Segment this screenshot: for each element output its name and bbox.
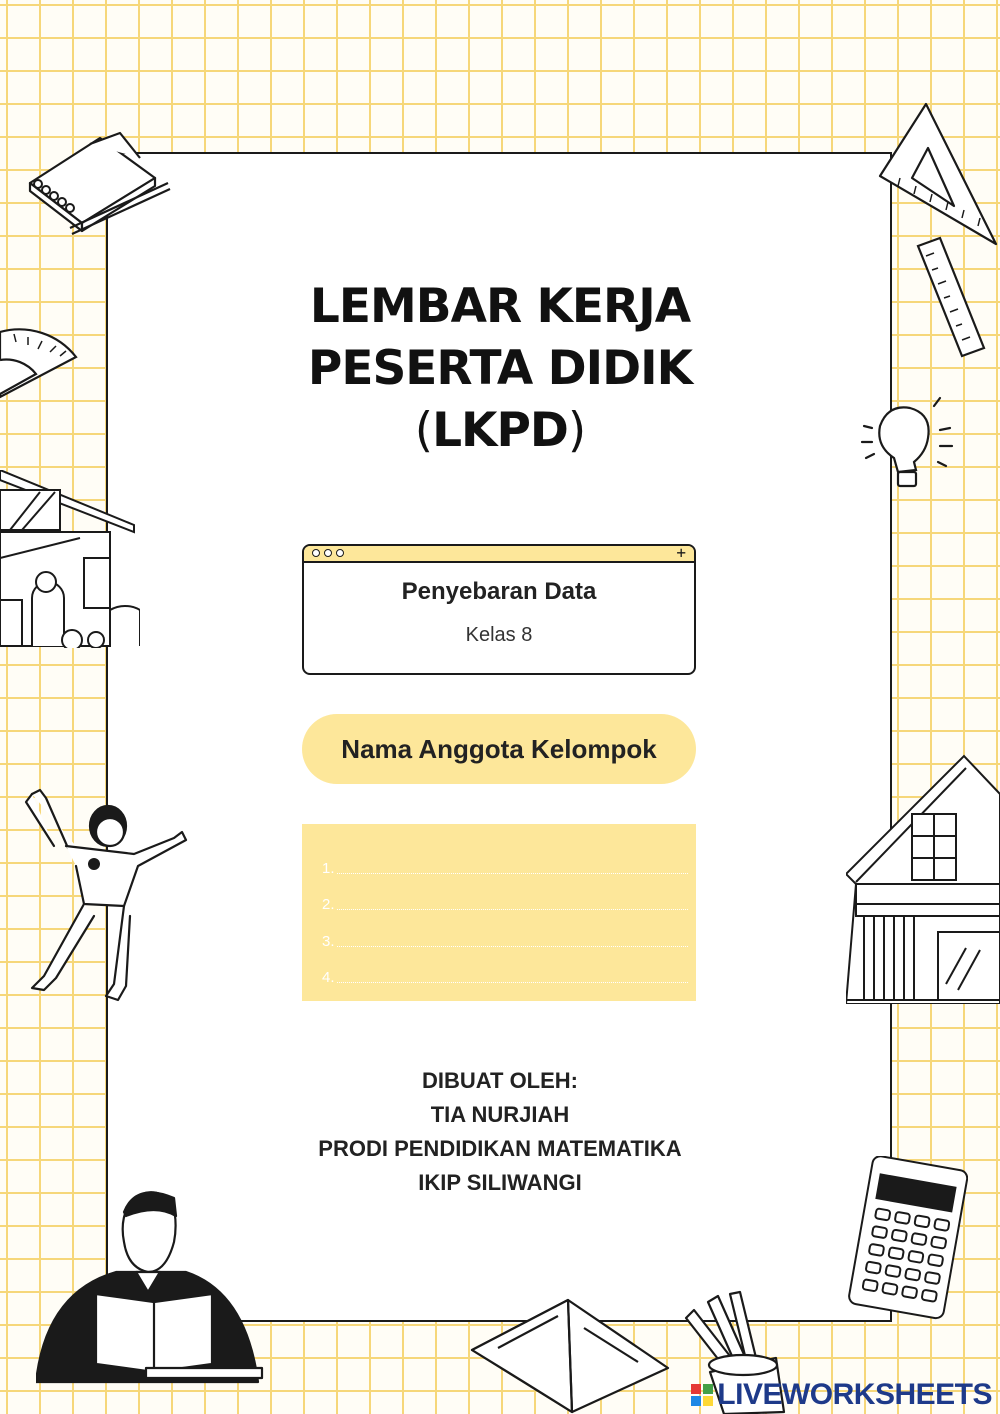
worksheet-title — [0, 276, 1000, 462]
member-line[interactable]: 3. — [322, 919, 688, 956]
credits-author: TIA NURJIAH — [430, 1102, 570, 1127]
group-heading: Nama Anggota Kelompok — [302, 714, 696, 784]
set-square-icon — [878, 102, 1000, 252]
title-line-1: LEMBAR KERJA — [309, 279, 691, 334]
man-reading-icon — [36, 1182, 266, 1392]
credits-block — [0, 1064, 1000, 1200]
grade-label: Kelas 8 — [465, 624, 533, 646]
credits-program: PRODI PENDIDIKAN MATEMATIKA — [318, 1136, 682, 1161]
girl-jumping-icon — [14, 786, 190, 1006]
member-line[interactable]: 2. — [322, 883, 688, 920]
title-paren-close: ) — [567, 403, 586, 458]
credits-made-by: DIBUAT OLEH: — [421, 1068, 579, 1093]
window-dot-icon — [336, 549, 344, 557]
window-dot-icon — [312, 549, 320, 557]
house-left-icon — [0, 470, 140, 648]
open-book-icon — [468, 1298, 674, 1414]
title-line-2: PESERTA DIDIK — [307, 341, 693, 396]
topic-title: Penyebaran Data — [401, 578, 597, 605]
member-line[interactable]: 4. — [322, 956, 688, 993]
plus-icon: + — [676, 544, 686, 562]
title-line-3 — [0, 400, 1000, 462]
member-line[interactable]: 1. — [322, 846, 688, 883]
topic-card — [302, 544, 696, 675]
title-abbreviation: LKPD — [432, 403, 568, 458]
member-name-list — [302, 824, 696, 1001]
credits-institution: IKIP SILIWANGI — [418, 1170, 582, 1195]
house-right-icon — [846, 754, 1000, 1004]
liveworksheets-logo-icon — [691, 1384, 713, 1406]
title-paren-open: ( — [414, 403, 433, 458]
liveworksheets-watermark[interactable] — [691, 1378, 992, 1412]
window-dot-icon — [324, 549, 332, 557]
watermark-text: LIVEWORKSHEETS — [717, 1378, 992, 1411]
notebook-pencil-icon — [20, 128, 180, 238]
topic-card-titlebar — [304, 546, 694, 563]
